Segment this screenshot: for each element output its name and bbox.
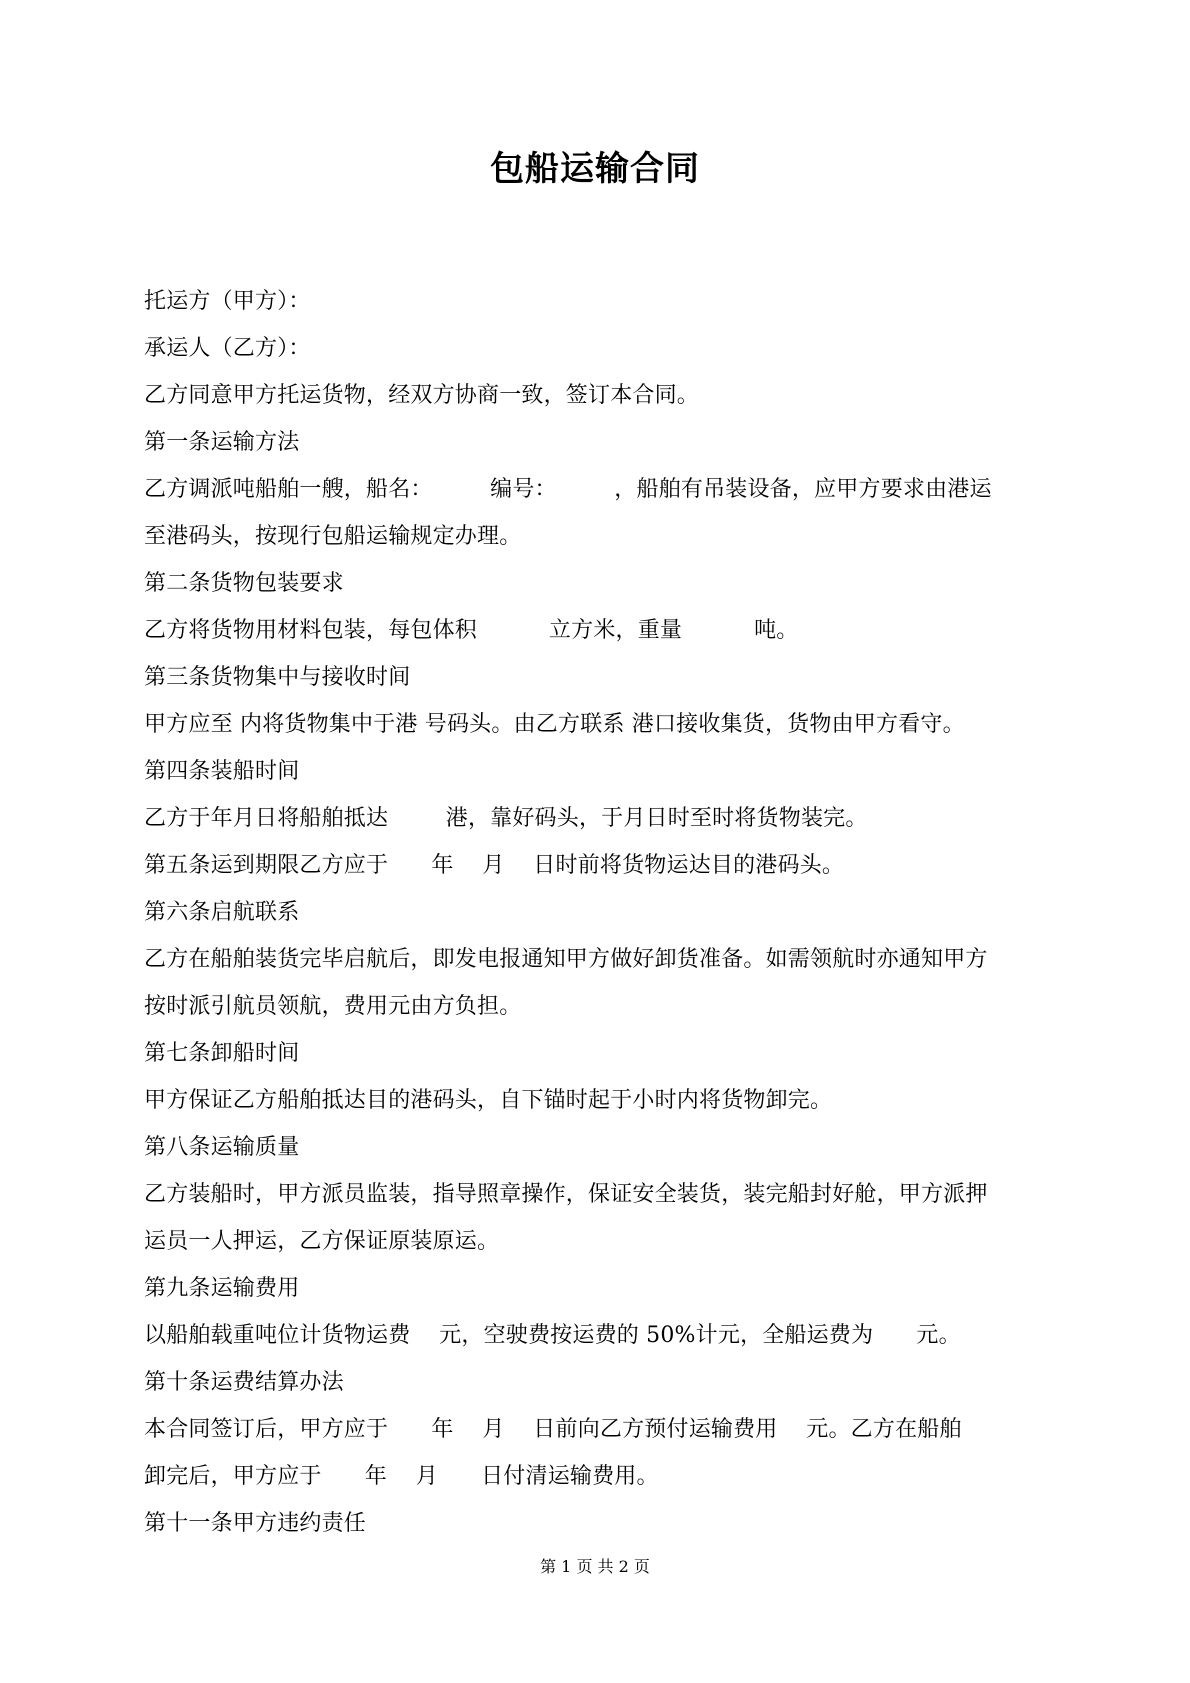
article-6-text-cont: 按时派引航员领航，费用元由方负担。 [144, 994, 522, 1019]
article-7-text: 甲方保证乙方船舶抵达目的港码头，自下锚时起于小时内将货物卸完。 [144, 1088, 833, 1113]
article-7-heading: 第七条卸船时间 [144, 1041, 300, 1066]
article-8-text-cont: 运员一人押运，乙方保证原装原运。 [144, 1229, 500, 1254]
article-4-text: 乙方于年月日将船舶抵达 港，靠好码头，于月日时至时将货物装完。 [144, 806, 868, 831]
article-4-heading: 第四条装船时间 [144, 759, 300, 784]
article-11-heading: 第十一条甲方违约责任 [144, 1511, 367, 1536]
article-8-heading: 第八条运输质量 [144, 1135, 300, 1160]
article-9-text: 以船舶载重吨位计货物运费 元，空驶费按运费的 50%计元，全船运费为 元。 [144, 1323, 961, 1348]
article-3-heading: 第三条货物集中与接收时间 [144, 665, 411, 690]
article-6-heading: 第六条启航联系 [144, 900, 300, 925]
party-a-line: 托运方（甲方）： [144, 289, 311, 314]
article-2-heading: 第二条货物包装要求 [144, 571, 344, 596]
page-footer: 第 1 页 共 2 页 [540, 1557, 650, 1576]
contract-body [144, 278, 1059, 1547]
article-10-heading: 第十条运费结算办法 [144, 1370, 344, 1395]
article-5-text: 第五条运到期限乙方应于 年 月 日时前将货物运达目的港码头。 [144, 853, 845, 878]
article-6-text: 乙方在船舶装货完毕启航后，即发电报通知甲方做好卸货准备。如需领航时亦通知甲方 [144, 947, 988, 972]
article-9-heading: 第九条运输费用 [144, 1276, 300, 1301]
article-1-text-cont: 至港码头，按现行包船运输规定办理。 [144, 524, 522, 549]
party-b-line: 承运人（乙方）： [144, 336, 311, 361]
article-1-heading: 第一条运输方法 [144, 430, 300, 455]
agreement-intro: 乙方同意甲方托运货物，经双方协商一致，签订本合同。 [144, 383, 700, 408]
article-10-text-cont: 卸完后，甲方应于 年 月 日付清运输费用。 [144, 1464, 659, 1489]
article-2-text: 乙方将货物用材料包装，每包体积 立方米，重量 吨。 [144, 618, 799, 643]
document-title: 包船运输合同 [490, 149, 700, 189]
article-3-text: 甲方应至 内将货物集中于港 号码头。由乙方联系 港口接收集货，货物由甲方看守。 [144, 712, 965, 737]
article-10-text: 本合同签订后，甲方应于 年 月 日前向乙方预付运输费用 元。乙方在船舶 [144, 1417, 962, 1442]
article-1-text: 乙方调派吨船舶一艘，船名： 编号： ，船舶有吊装设备，应甲方要求由港运 [144, 477, 992, 502]
article-8-text: 乙方装船时，甲方派员监装，指导照章操作，保证安全装货，装完船封好舱，甲方派押 [144, 1182, 988, 1207]
